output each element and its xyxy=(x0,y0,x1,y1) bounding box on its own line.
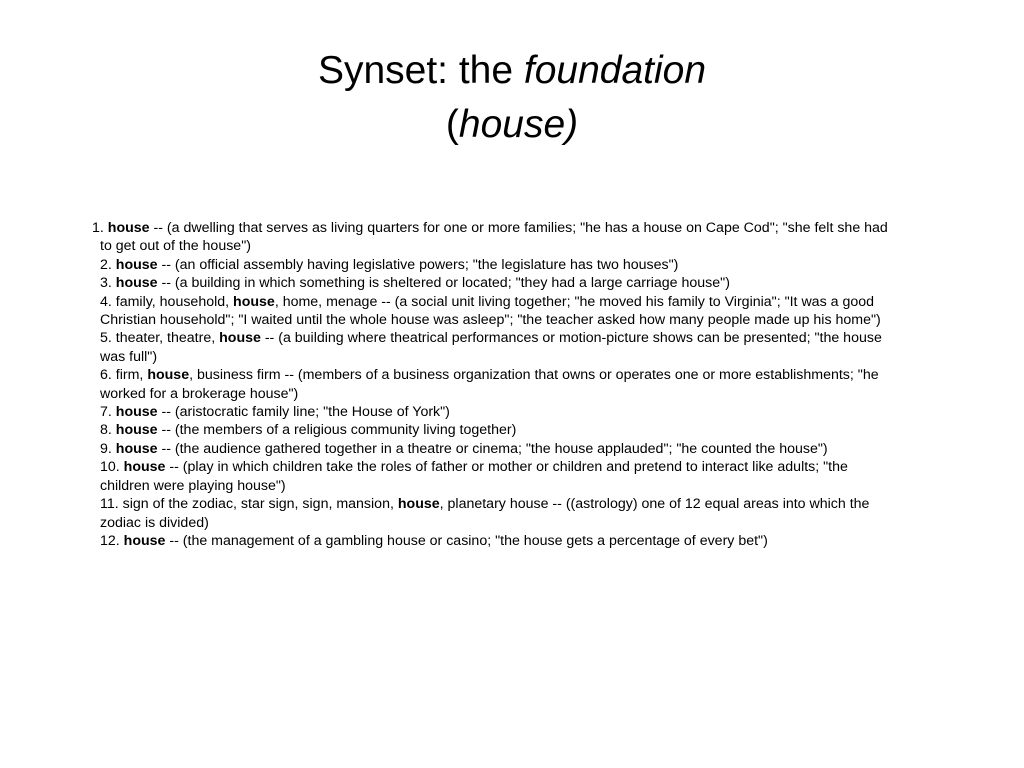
sense-entry xyxy=(92,256,892,274)
sense-headword: house xyxy=(219,330,261,347)
sense-entry xyxy=(92,458,892,495)
sense-headword: house xyxy=(123,532,166,549)
sense-gloss: -- (a building in which something is sheltered or located; "they had a large carriage house") xyxy=(157,275,730,292)
sense-headword: house xyxy=(233,293,275,310)
title-prefix: Synset: the xyxy=(317,49,524,92)
sense-headword: house xyxy=(397,496,440,513)
title-line-1 xyxy=(0,44,1024,98)
sense-gloss: , home, menage -- (a social unit living together; "he moved his family to Virginia"; "It was a good Christian household"; "I waited until the whole house was asleep"; "the teacher asked how many people made up his home") xyxy=(100,293,881,329)
title-open-paren: ( xyxy=(445,103,459,146)
sense-number: 10. xyxy=(100,459,124,476)
sense-headword: house xyxy=(147,367,190,384)
sense-headword: house xyxy=(115,275,158,292)
sense-entry xyxy=(92,293,892,330)
title-line-2 xyxy=(0,98,1024,152)
sense-gloss: , planetary house -- ((astrology) one of 12 equal areas into which the zodiac is divided) xyxy=(100,496,870,531)
sense-headword: house xyxy=(107,220,150,236)
sense-entry xyxy=(92,440,892,458)
sense-synonyms-before: firm, xyxy=(115,367,148,384)
sense-entry xyxy=(92,421,892,439)
sense-entry xyxy=(92,532,892,550)
sense-gloss: -- (a building where theatrical performances or motion-picture shows can be presented; "the house was full") xyxy=(100,330,882,365)
sense-gloss: , business firm -- (members of a business organization that owns or operates one or more establishments; "he worked for a brokerage house") xyxy=(100,367,879,402)
sense-headword: house xyxy=(115,422,158,439)
sense-number: 12. xyxy=(100,532,124,549)
sense-number: 8. xyxy=(100,422,116,439)
sense-entry xyxy=(92,495,892,532)
sense-number: 5. xyxy=(100,330,116,347)
sense-entry xyxy=(92,366,892,403)
sense-number: 1. xyxy=(92,220,108,236)
sense-number: 11. xyxy=(100,496,123,513)
sense-gloss: -- (an official assembly having legislative powers; "the legislature has two houses") xyxy=(157,256,679,273)
sense-number: 3. xyxy=(100,275,116,292)
sense-number: 9. xyxy=(100,440,116,457)
sense-headword: house xyxy=(115,256,158,273)
sense-entry xyxy=(92,219,892,256)
title-italic-word: foundation xyxy=(523,49,707,92)
sense-synonyms-before: sign of the zodiac, star sign, sign, mansion, xyxy=(122,496,398,513)
sense-number: 4. xyxy=(100,293,116,310)
title-italic-second: house) xyxy=(458,103,579,146)
sense-headword: house xyxy=(123,459,166,476)
sense-number: 2. xyxy=(100,256,116,273)
sense-headword: house xyxy=(115,404,158,421)
sense-gloss: -- (the audience gathered together in a theatre or cinema; "the house applauded"; "he counted the house") xyxy=(157,440,828,457)
slide-title xyxy=(0,44,1024,152)
senses-list xyxy=(92,219,892,550)
sense-synonyms-before: family, household, xyxy=(115,293,234,310)
sense-gloss: -- (a dwelling that serves as living quarters for one or more families; "he has a house on Cape Cod"; "she felt she had to get out of the house") xyxy=(100,220,888,255)
sense-gloss: -- (play in which children take the roles of father or mother or children and pretend to interact like adults; "the children were playing house") xyxy=(100,459,848,494)
sense-number: 6. xyxy=(100,367,116,384)
sense-entry xyxy=(92,403,892,421)
sense-gloss: -- (the members of a religious community living together) xyxy=(157,422,517,439)
sense-headword: house xyxy=(115,440,158,457)
sense-gloss: -- (aristocratic family line; "the House of York") xyxy=(157,404,450,421)
sense-entry xyxy=(92,329,892,366)
sense-gloss: -- (the management of a gambling house or casino; "the house gets a percentage of every bet") xyxy=(165,532,768,549)
sense-number: 7. xyxy=(100,404,116,421)
sense-synonyms-before: theater, theatre, xyxy=(115,330,220,347)
sense-entry xyxy=(92,274,892,292)
